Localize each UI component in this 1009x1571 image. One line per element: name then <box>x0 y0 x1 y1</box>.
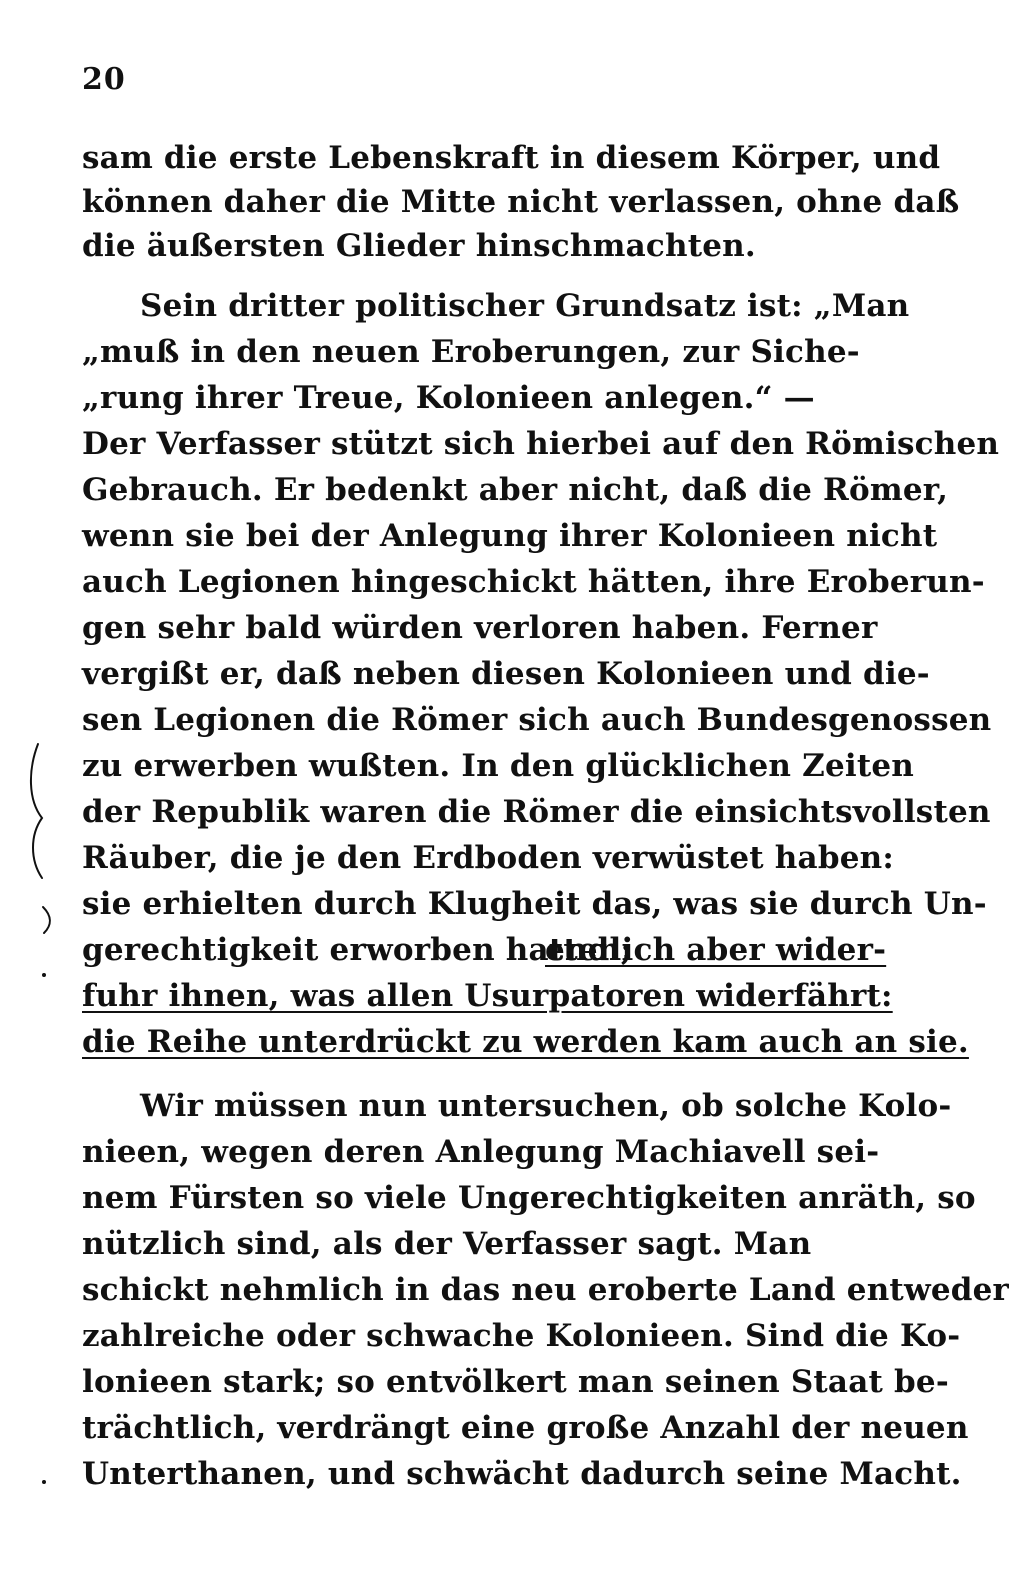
text-line: zu erwerben wußten. In den glücklichen Zeiten <box>82 748 915 784</box>
text-line: Wir müssen nun untersuchen, ob solche Kolo- <box>140 1088 952 1124</box>
text-line: nieen, wegen deren Anlegung Machiavell sei- <box>82 1134 880 1170</box>
text-line: nem Fürsten so viele Ungerechtigkeiten anräth, so <box>82 1180 976 1216</box>
text-line: die äußersten Glieder hinschmachten. <box>82 228 756 264</box>
text-line: trächtlich, verdrängt eine große Anzahl der neuen <box>82 1410 969 1446</box>
text-line: auch Legionen hingeschickt hätten, ihre Eroberun- <box>82 564 985 600</box>
text-line: schickt nehmlich in das neu eroberte Land entweder <box>82 1272 1009 1308</box>
text-line: können daher die Mitte nicht verlassen, ohne daß <box>82 184 960 220</box>
page-number: 20 <box>82 62 126 97</box>
text-line: nützlich sind, als der Verfasser sagt. Man <box>82 1226 812 1262</box>
text-line: sen Legionen die Römer sich auch Bundesgenossen <box>82 702 992 738</box>
text-line: Unterthanen, und schwächt dadurch seine Macht. <box>82 1456 962 1492</box>
text-line: gerechtigkeit erworben hatten; <box>82 932 633 968</box>
text-line: Räuber, die je den Erdboden verwüstet haben: <box>82 840 895 876</box>
underlined-text: fuhr ihnen, was allen Usurpatoren widerfährt: <box>82 978 893 1014</box>
text-line: Gebrauch. Er bedenkt aber nicht, daß die Römer, <box>82 472 949 508</box>
underlined-text: die Reihe unterdrückt zu werden kam auch an sie. <box>82 1024 969 1060</box>
text-line: der Republik waren die Römer die einsichtsvollsten <box>82 794 991 830</box>
text-line: vergißt er, daß neben diesen Kolonieen und die- <box>82 656 930 692</box>
text-line: gen sehr bald würden verloren haben. Ferner <box>82 610 878 646</box>
text-line: lonieen stark; so entvölkert man seinen Staat be- <box>82 1364 949 1400</box>
text-line: sie erhielten durch Klugheit das, was sie durch Un- <box>82 886 987 922</box>
underlined-text: endlich aber wider- <box>545 932 887 968</box>
text-line: zahlreiche oder schwache Kolonieen. Sind die Ko- <box>82 1318 961 1354</box>
text-line: Der Verfasser stützt sich hierbei auf den Römischen <box>82 426 1000 462</box>
text-line: Sein dritter politischer Grundsatz ist: „Man <box>140 288 910 324</box>
text-line: „rung ihrer Treue, Kolonieen anlegen.“ — <box>82 380 815 416</box>
text-line: „muß in den neuen Eroberungen, zur Siche- <box>82 334 860 370</box>
text-line: wenn sie bei der Anlegung ihrer Kolonieen nicht <box>82 518 938 554</box>
text-line: sam die erste Lebenskraft in diesem Körper, und <box>82 140 941 176</box>
